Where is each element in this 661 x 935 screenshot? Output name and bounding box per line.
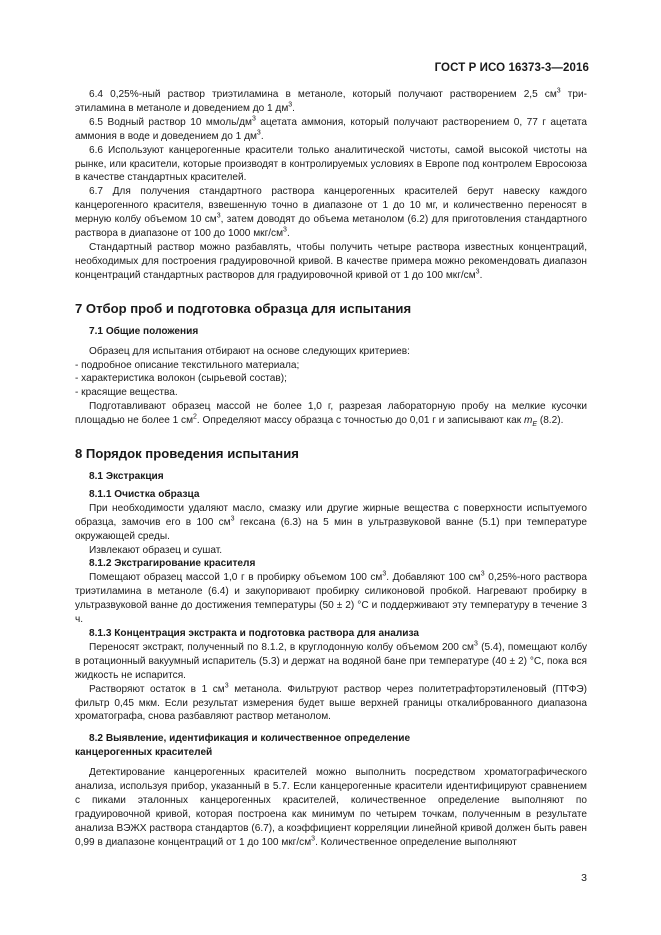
section-8-title: 8 Порядок проведения испытания [75, 446, 299, 462]
document-code-header: ГОСТ Р ИСО 16373-3—2016 [434, 62, 589, 74]
paragraph-sample-prep: Подготавливают образец массой не более 1,0 г, разрезая лабораторную пробу на мелкие кусочки площадью не более 1 $см^2$. Определяют массу образца с точностью до 0,01 г и записывают как $m_E$ (8.2). [75, 401, 587, 429]
criteria-item: - красящие вещества. [75, 387, 178, 399]
section-8-1-3-title: 8.1.3 Концентрация экстракта и подготовка раствора для анализа [89, 628, 419, 639]
section-8-2-title: 8.2 Выявление, идентификация и количественное определение канцерогенных красителей [75, 733, 411, 759]
section-7-title: 7 Отбор проб и подготовка образца для испытания [75, 300, 412, 316]
page-number: 3 [581, 872, 587, 884]
paragraph-6-4: 6.4 0,25%-ный раствор триэтиламина в метаноле, который получают растворением 2,5 $см^3$ три-этиламина в метаноле и доведением до 1 $дм^3$. [75, 87, 588, 114]
paragraph-8-1-1: При необходимости удаляют масло, смазку или другие жирные вещества с поверхности испытуемого образца, замочив его в 100 $см^3$ гексана (6.3) на 5 мин в ультразвуковой ванне (5.1) при температуре окружающей среды. [75, 502, 587, 542]
section-7-1-title: 7.1 Общие положения [89, 325, 199, 337]
paragraph-6-5: 6.5 Водный раствор 10 ммоль/$дм^3$ ацетата аммония, который получают растворением 0, 77 г ацетата аммония в воде и доведением до 1 $дм^3$. [75, 115, 587, 142]
paragraph-8-1-3-dissolve: Растворяют остаток в 1 $см^3$ метанола. Фильтруют раствор через политетрафторэтиленовый (ПТФЭ) фильтр 0,45 мкм. Если результат измерения будет выше верхней границы откалиброванного диапазона хроматографа, снова разбавляют раствор метанолом. [75, 682, 587, 723]
section-8-1-1-title: 8.1.1 Очистка образца [89, 488, 200, 500]
paragraph-8-2: Детектирование канцерогенных красителей можно выполнить посредством хроматографического анализа, используя прибор, указанный в 5.7. Если канцерогенные красители идентифицируют сравнением с пиками эталонных канцерогенных красителей, количественное определение выполняют по градуировочной кривой, которая построена как минимум по четырем точкам, полученным в результате анализа ВЭЖХ раствора стандартов (6.7), а коэффициент корреляции линейной кривой должен быть равен 0,99 в диапазоне концентраций от 1 до 100 мкг/$см^3$. Количественное определение выполняют [75, 767, 587, 848]
criteria-item: - подробное описание текстильного материала; [75, 359, 300, 371]
paragraph-criteria-intro: Образец для испытания отбирают на основе следующих критериев: [89, 345, 410, 357]
paragraph-8-1-2: Помещают образец массой 1,0 г в пробирку объемом 100 $см^3$. Добавляют 100 $см^3$ 0,25%-ного раствора триэтиламина в метаноле (6.4) и закупоривают пробирку силиконовой пробкой. Нагревают пробирку в ультразвуковой ванне до достижения температуры (50 ± 2) °С и поддерживают эту температуру в течение 3 ч. [75, 571, 587, 626]
paragraph-standard-solution: Стандартный раствор можно разбавлять, чтобы получить четыре раствора известных концентраций, необходимых для построения градуировочной кривой. В качестве примера можно рекомендовать диапазон концентраций стандартных растворов для градуировочной кривой от 1 до 100 мкг/$см^3$. [75, 241, 587, 281]
paragraph-6-6: 6.6 Используют канцерогенные красители только аналитической чистоты, самой высокой чистоты на рынке, или красители, которые производят в контролируемых условиях в Европе под контролем Евросоюза в качестве стандартных красителей. [75, 144, 587, 184]
document-body [75, 88, 587, 850]
paragraph-8-1-1-extract: Извлекают образец и сушат. [89, 544, 223, 556]
section-8-1-title: 8.1 Экстракция [89, 471, 164, 483]
paragraph-6-7: 6.7 Для получения стандартного раствора канцерогенных красителей берут навеску каждого канцерогенного красителя, взвешенную точно в диапазоне от 1 до 10 мг, и количественно переносят в мерную колбу объемом 10 $см^3$, затем доводят до объема метанолом (6.2) для приготовления стандартного раствора в диапазоне от 100 до 1000 мкг/$см^3$. [75, 186, 587, 240]
section-8-1-2-title: 8.1.2 Экстрагирование красителя [89, 558, 256, 570]
paragraph-8-1-3: Переносят экстракт, полученный по 8.1.2, в круглодонную колбу объемом 200 $см^3$ (5.4), помещают колбу в ротационный вакуумный испаритель (5.3) и держат на водяной бане при температуре (40 ± 2) °С, пока вся жидкость не испарится. [75, 640, 587, 681]
criteria-item: - характеристика волокон (сырьевой состав); [75, 373, 287, 385]
